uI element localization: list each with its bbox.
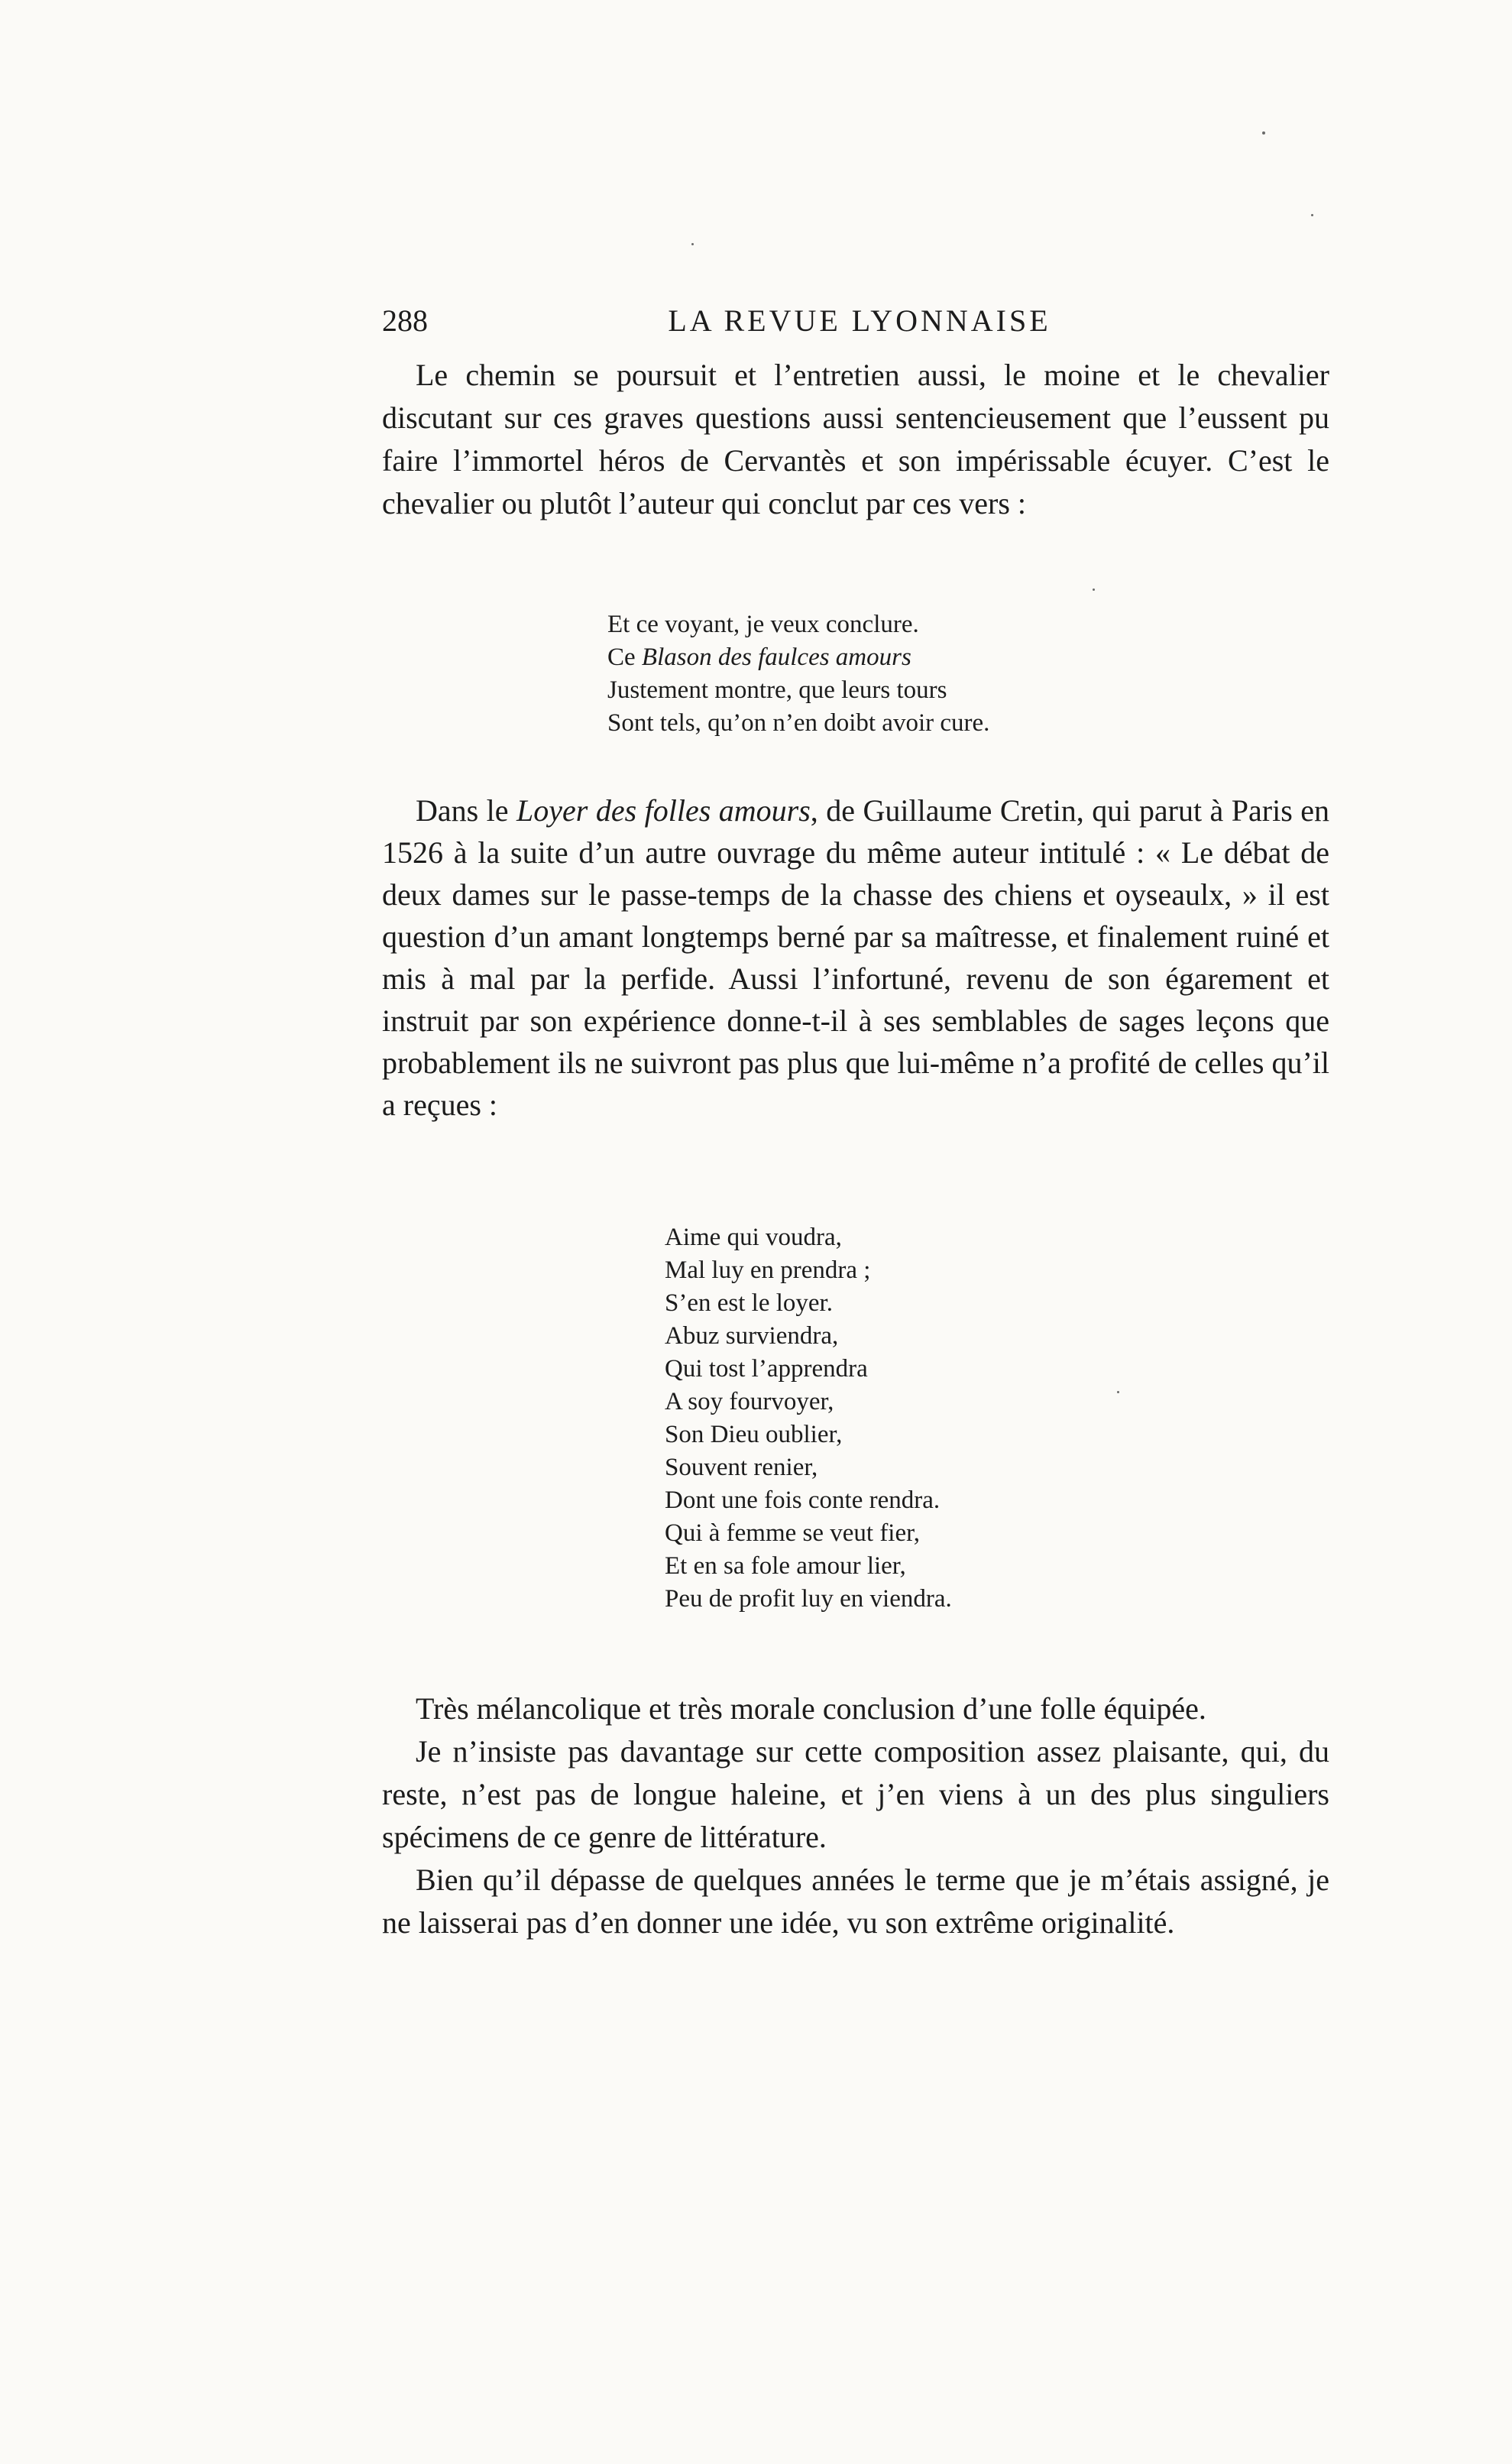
paragraph-2-rest: , de Guillaume Cretin, qui parut à Paris en 1526 à la suite d’un autre ouvrage du même auteur intitulé : « Le débat de deux dames sur le passe-temps de la chasse des chiens et oyseaulx, » il est question d’un amant longtemps berné par sa maîtresse, et finalement ruiné et mis à mal par la perfide. Aussi l’infortuné, revenu de son égarement et instruit par son expérience donne-t-il à ses semblables de sages leçons que probablement ils ne suivront pas plus que lui-même n’a profité de celles qu’il a reçues : (382, 793, 1330, 1122)
verse-2-line: Souvent renier, (665, 1454, 818, 1481)
closing-paragraphs (382, 1688, 1329, 1944)
verse-2-line: Qui tost l’apprendra (665, 1355, 868, 1383)
verse-1-line-2-title: Blason des faulces amours (641, 644, 911, 671)
paragraph-5-text: Bien qu’il dépasse de quelques années le terme que je m’étais assigné, je ne laisserai pas d’en donner une idée, vu son extrême originalité. (382, 1863, 1329, 1940)
verse-2-line: Peu de profit luy en viendra. (665, 1585, 952, 1613)
paragraph-1-text: Le chemin se poursuit et l’entretien aussi, le moine et le chevalier discutant sur ces graves questions aussi sentencieusement que l’eussent pu faire l’immortel héros de Cervantès et son impérissable écuyer. C’est le chevalier ou plutôt l’auteur qui conclut par ces vers : (382, 358, 1329, 520)
verse-2-line: Qui à femme se veut fier, (665, 1519, 921, 1547)
verse-2-line: Et en sa fole amour lier, (665, 1552, 906, 1580)
verse-2-line: Abuz surviendra, (665, 1322, 839, 1350)
verse-2-line: A soy fourvoyer, (665, 1388, 834, 1415)
paragraph-3-text: Très mélancolique et très morale conclusion d’une folle équipée. (416, 1691, 1206, 1726)
verse-2-line: S’en est le loyer. (665, 1289, 833, 1317)
print-speck (1117, 1391, 1119, 1393)
page-header (382, 298, 1306, 344)
page-number: 288 (382, 303, 428, 338)
paragraph-2-title: Loyer des folles amours (516, 793, 811, 828)
verse-1-line-1: Et ce voyant, je veux conclure. (607, 611, 919, 638)
paragraph-2 (382, 789, 1329, 1126)
paragraph-1 (382, 354, 1329, 525)
verse-1-line-2 (607, 641, 989, 674)
print-speck (1311, 214, 1313, 216)
print-speck (691, 243, 694, 245)
verse-2-line: Mal luy en prendra ; (665, 1256, 871, 1284)
paragraph-2-text (382, 789, 1329, 1126)
verse-2-line: Aime qui voudra, (665, 1224, 842, 1251)
verse-block-1 (607, 608, 989, 740)
running-head: LA REVUE LYONNAISE (668, 303, 1051, 338)
verse-block-2 (665, 1221, 952, 1616)
verse-1-line-2-start: Ce (607, 644, 642, 671)
verse-2-line: Son Dieu oublier, (665, 1421, 843, 1448)
print-speck (1093, 588, 1095, 591)
verse-2-line: Dont une fois conte rendra. (665, 1487, 941, 1514)
paragraph-4-text: Je n’insiste pas davantage sur cette composition assez plaisante, qui, du reste, n’est pas de longue haleine, et j’en viens à un des plus singuliers spécimens de ce genre de littérature. (382, 1734, 1329, 1854)
paragraph-2-start: Dans le (416, 793, 517, 828)
verse-1-line-4: Sont tels, qu’on n’en doibt avoir cure. (607, 709, 990, 737)
verse-1-line-3: Justement montre, que leurs tours (607, 676, 947, 704)
print-speck (1262, 131, 1265, 135)
